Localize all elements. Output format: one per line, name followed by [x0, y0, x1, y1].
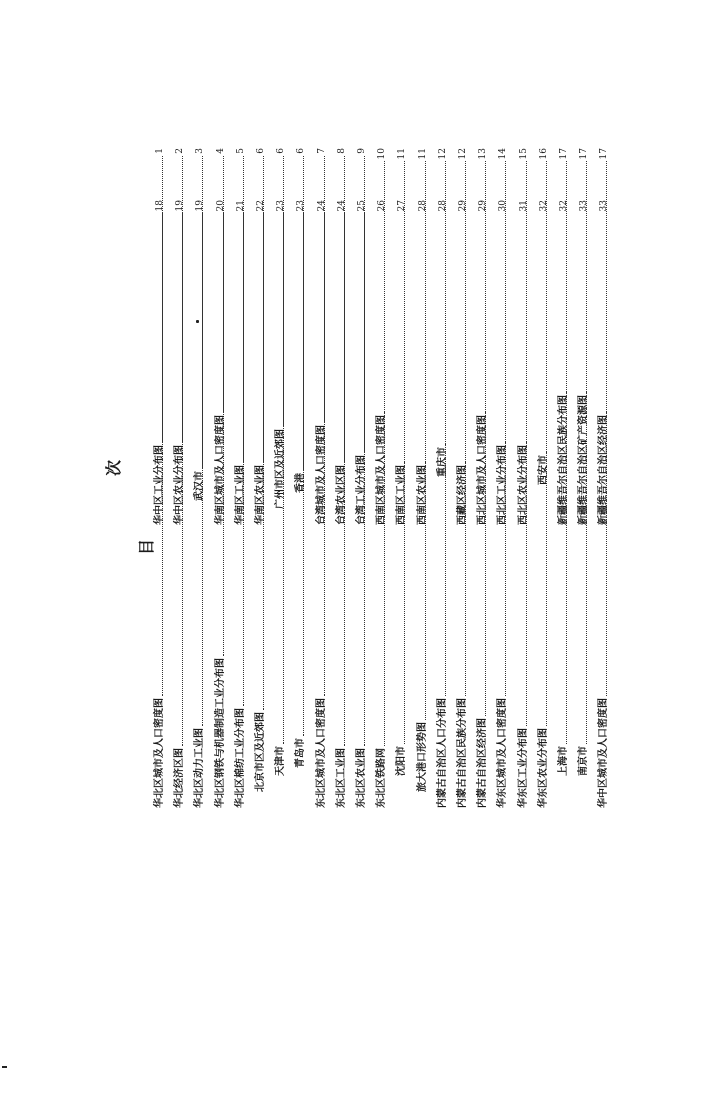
toc-leader-dots [303, 213, 304, 471]
toc-entry-title: 华北区城市及人口密度图 [154, 698, 165, 808]
toc-entry[interactable] [234, 200, 248, 525]
toc-entry-title: 华北经济区图 [174, 748, 186, 808]
toc-entry-page: 4 [215, 148, 226, 154]
toc-entry-page: 17 [559, 148, 569, 160]
toc-heading-char-2: 次 [104, 459, 123, 476]
toc-entry-page: 6 [276, 148, 287, 154]
toc-entry-title: 东北区城市及人口密度图 [315, 698, 327, 808]
toc-entry-title: 西北区城市及人口密度图 [477, 415, 489, 525]
toc-entry-page: 11 [397, 148, 408, 160]
toc-entry-page: 26 [377, 200, 388, 212]
toc-leader-dots [162, 213, 163, 443]
toc-entry-title: 香港 [295, 473, 307, 493]
toc-entry-title: 东北区农业图 [356, 748, 367, 808]
toc-entry-title: 台湾城市及人口密度图 [315, 425, 327, 525]
toc-entry-page: 15 [518, 148, 529, 160]
toc-entry-title: 青岛市 [295, 738, 307, 768]
toc-entry-title: 北京市区及近郊图 [255, 712, 266, 792]
toc-entry[interactable] [537, 200, 551, 485]
toc-entry-page: 9 [357, 148, 367, 154]
toc-entry-title: 上海市 [558, 746, 569, 776]
toc-entry-page: 29 [478, 200, 489, 212]
toc-entry-page: 33 [579, 200, 590, 212]
toc-entry-title: 西安市 [537, 455, 549, 485]
toc-leader-dots [444, 213, 445, 445]
toc-entry-page: 19 [195, 200, 206, 212]
toc-entry-title: 台湾工业分布图 [356, 455, 367, 525]
toc-entry-page: 13 [478, 148, 489, 160]
toc-entry[interactable] [335, 200, 349, 525]
toc-leader-dots [222, 213, 223, 413]
toc-entry-page: 14 [498, 148, 509, 160]
toc-entry-title: 台湾农业区图 [335, 465, 347, 525]
toc-entry-title: 内蒙古自治区民族分布图 [457, 698, 468, 808]
toc-entry-page: 6 [256, 148, 266, 154]
toc-entry[interactable] [315, 200, 329, 525]
toc-entry-title: 西藏区经济图 [457, 465, 468, 525]
toc-leader-dots [586, 213, 587, 393]
toc-entry-title: 新疆维吾尔自治区民族分布图 [558, 395, 569, 525]
toc-entry-page: 17 [579, 148, 590, 160]
toc-entry-title: 华东区工业分布图 [517, 728, 529, 808]
toc-entry-title: 华东区城市及人口密度图 [497, 698, 509, 808]
toc-entry-title: 华北区动力工业图 [194, 728, 206, 808]
toc-entry-page: 12 [458, 148, 468, 160]
toc-entry-page: 6 [296, 148, 307, 154]
toc-entry-page: 16 [538, 148, 549, 160]
toc-entry-title: 华中区城市及人口密度图 [598, 698, 610, 808]
toc-entry[interactable] [517, 200, 531, 525]
toc-entry[interactable] [416, 200, 430, 525]
toc-entry[interactable] [153, 200, 167, 525]
toc-entry-page: 19 [175, 200, 186, 212]
toc-entry-title: 武汉市 [194, 471, 206, 501]
toc-entry-page: 10 [377, 148, 388, 160]
toc-leader-dots [343, 213, 344, 463]
toc-heading-char-1: 目 [137, 538, 156, 555]
toc-entry-title: 东北区铁路网 [376, 748, 388, 808]
toc-entry-title: 华南区农业图 [255, 465, 266, 525]
toc-entry-page: 29 [458, 200, 468, 212]
toc-entry-title: 西北区农业分布图 [517, 445, 529, 525]
toc-entry-title: 重庆市 [436, 447, 448, 477]
toc-entry-page: 2 [175, 148, 186, 154]
toc-entry-page: 24 [316, 200, 327, 212]
toc-entry-title: 沈阳市 [396, 746, 408, 776]
toc-leader-dots [525, 213, 526, 443]
toc-entry-title: 西南区城市及人口密度图 [376, 415, 388, 525]
toc-entry[interactable] [496, 200, 510, 525]
toc-entry-page: 32 [559, 200, 569, 212]
toc-entry-page: 25 [357, 200, 367, 212]
toc-entry[interactable] [597, 200, 611, 525]
toc-leader-dots [283, 213, 284, 427]
toc-entry-page: 32 [538, 200, 549, 212]
toc-entry-page: 1 [155, 148, 165, 154]
toc-entry-page: 28 [437, 200, 448, 212]
toc-entry-title: 华中区工业分布图 [154, 445, 165, 525]
toc-entry-page: 17 [599, 148, 610, 160]
toc-leader-dots [505, 213, 506, 443]
toc-entry[interactable] [395, 200, 409, 525]
toc-entry[interactable] [456, 200, 470, 525]
toc-entry-title: 西南区工业图 [396, 465, 408, 525]
toc-entry[interactable] [355, 200, 369, 525]
toc-leader-dots [404, 213, 405, 463]
toc-entry-title: 西北区工业分布图 [497, 445, 509, 525]
toc-entry-page: 24 [336, 200, 347, 212]
toc-entry-page: 28 [417, 200, 428, 212]
toc-leader-dots [485, 213, 486, 413]
toc-entry[interactable] [254, 200, 268, 525]
toc-entry-title: 新疆维吾尔自治区矿产资源图 [578, 395, 590, 525]
toc-entry[interactable] [214, 200, 228, 525]
toc-entry-page: 12 [437, 148, 448, 160]
toc-entry-page: 23 [276, 200, 287, 212]
toc-entry-title: 内蒙古自治区人口分布图 [436, 698, 448, 808]
toc-leader-dots [263, 213, 264, 463]
toc-entry-title: 华中区农业分布图 [174, 445, 186, 525]
toc-entry[interactable] [436, 200, 450, 477]
toc-entry-page: 3 [195, 148, 206, 154]
toc-entry-page: 33 [599, 200, 610, 212]
toc-entry-title: 旅大港口形势图 [416, 722, 428, 792]
toc-entry[interactable] [193, 200, 207, 501]
toc-entry-title: 华东区农业分布图 [537, 728, 549, 808]
toc-entry-page: 31 [518, 200, 529, 212]
toc-entry[interactable] [577, 200, 591, 525]
toc-entry-page: 7 [316, 148, 327, 154]
ink-speck [196, 320, 199, 323]
toc-leader-dots [384, 213, 385, 413]
toc-entry-title: 华北区棉纺工业分布图 [234, 708, 246, 808]
toc-entry[interactable] [294, 200, 308, 493]
toc-entry-title: 南京市 [578, 746, 590, 776]
toc-entry-page: 20 [215, 200, 226, 212]
toc-entry-page: 23 [296, 200, 307, 212]
margin-mark [2, 1066, 7, 1068]
toc-leader-dots [545, 213, 546, 453]
toc-entry-page: 27 [397, 200, 408, 212]
toc-leader-dots [323, 213, 324, 423]
toc-entry-title: 东北区工业图 [335, 748, 347, 808]
toc-entry[interactable] [557, 200, 571, 525]
toc-entry-title: 华南区工业图 [234, 465, 246, 525]
toc-leader-dots [606, 213, 607, 413]
toc-entry[interactable] [274, 200, 288, 509]
toc-entry-title: 西南区农业图 [416, 465, 428, 525]
toc-entry-title: 华南区城市及人口密度图 [214, 415, 226, 525]
toc-entry[interactable] [476, 200, 490, 525]
toc-entry-page: 5 [235, 148, 246, 154]
toc-leader-dots [242, 213, 243, 463]
toc-entry-page: 11 [417, 148, 428, 160]
toc-entry-page: 18 [155, 200, 165, 212]
toc-entry-title: 广州市区及近郊图 [275, 429, 287, 509]
toc-leader-dots [202, 213, 203, 469]
toc-leader-dots [566, 213, 567, 393]
toc-entry-page: 22 [256, 200, 266, 212]
toc-entry-title: 新疆维吾尔自治区经济图 [598, 415, 610, 525]
toc-entry-page: 30 [498, 200, 509, 212]
toc-leader-dots [424, 213, 425, 463]
toc-entry-title: 内蒙古自治区经济图 [477, 718, 489, 808]
toc-entry-title: 华北区钢铁与机器制造工业分布图 [214, 658, 226, 808]
toc-entry-page: 21 [235, 200, 246, 212]
toc-entry[interactable] [375, 200, 389, 525]
toc-leader-dots [364, 213, 365, 453]
toc-entry[interactable] [173, 200, 187, 525]
toc-leader-dots [182, 213, 183, 443]
toc-leader-dots [465, 213, 466, 463]
toc-entry-page: 8 [336, 148, 347, 154]
toc-entry-title: 天津市 [275, 746, 287, 776]
